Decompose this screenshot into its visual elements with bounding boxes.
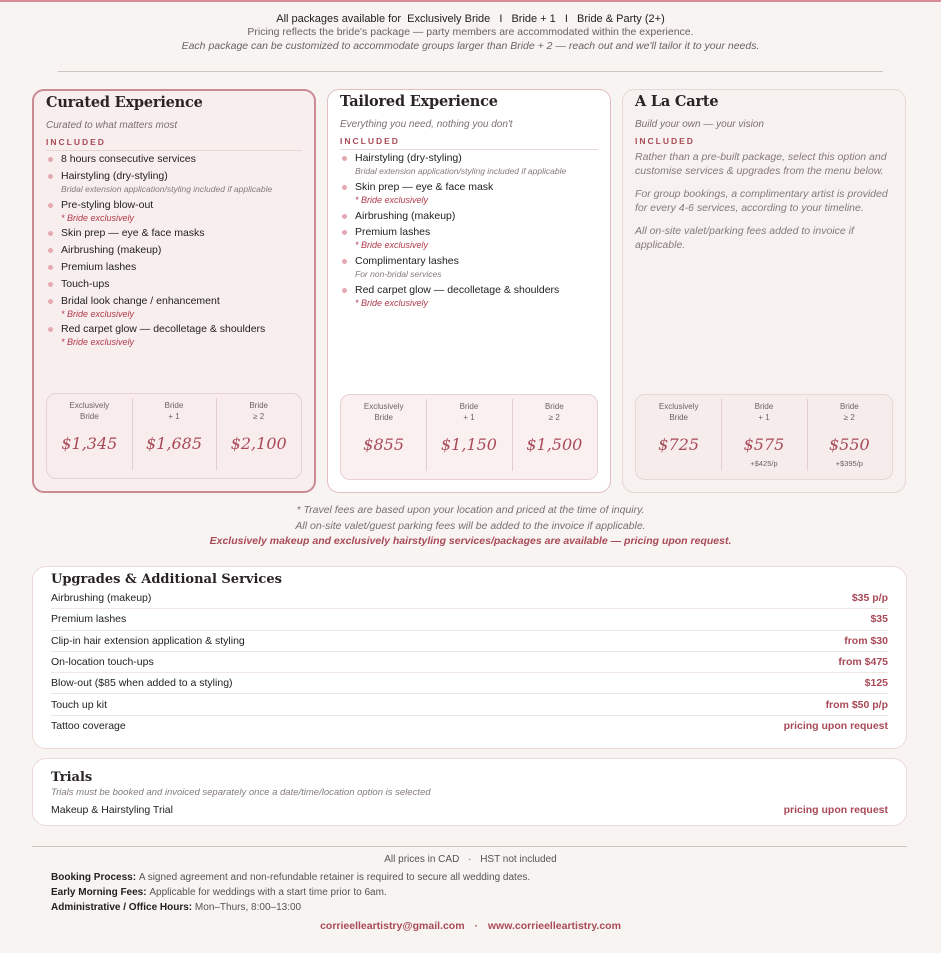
included-label: INCLUDED <box>635 136 695 146</box>
price-bride-plus-1: Bride + 1 $1,150 <box>426 395 511 479</box>
travel-fee-note: * Travel fees are based upon your location and priced at the time of inquiry. <box>296 504 645 516</box>
divider <box>32 846 907 847</box>
bride-exclusive-note: * Bride exclusively <box>355 240 429 251</box>
group-booking-note: For group bookings, a complimentary artist is provided for every 4-6 services, according to your timeline. <box>635 188 888 214</box>
separator: I <box>499 13 503 25</box>
card-subtitle: Everything you need, nothing you don't <box>340 119 513 130</box>
separator: I <box>564 13 568 25</box>
list-item: Airbrushing (makeup) <box>46 244 302 257</box>
section-title: Trials <box>51 770 93 785</box>
card-subtitle: Build your own — your vision <box>635 119 764 130</box>
item-note: Bridal extension application/styling included if applicable <box>355 166 567 176</box>
list-item: 8 hours consecutive services <box>46 153 302 166</box>
table-row: Blow-out ($85 when added to a styling) $125 <box>51 673 888 694</box>
card-subtitle: Curated to what matters most <box>46 120 178 131</box>
price-amount: $1,500 <box>526 435 583 454</box>
table-row: Touch up kit from $50 p/p <box>51 694 888 715</box>
currency-note: All prices in CAD · HST not included <box>384 854 557 865</box>
divider <box>58 71 883 72</box>
packages-header <box>0 12 941 53</box>
bride-exclusive-note: * Bride exclusively <box>61 308 135 319</box>
list-item: Skin prep — eye & face masks <box>46 227 302 240</box>
price-exclusively-bride: Exclusively Bride $1,345 <box>47 394 132 478</box>
office-hours: Administrative / Office Hours: Mon–Thurs, 8:00–13:00 <box>51 902 302 913</box>
policy-info <box>51 870 530 915</box>
email-link[interactable]: corrieelleartistry@gmail.com <box>320 920 465 932</box>
tailored-experience-card[interactable] <box>327 89 611 493</box>
package-option-exclusively-bride: Exclusively Bride <box>407 13 491 25</box>
booking-process: Booking Process: A signed agreement and non-refundable retainer is required to secure all wedding dates. <box>51 872 531 883</box>
list-item: Bridal look change / enhancement * Bride exclusively <box>46 295 302 320</box>
item-note: Bridal extension application/styling included if applicable <box>61 183 273 194</box>
table-row: Makeup & Hairstyling Trial pricing upon request <box>51 804 888 816</box>
valet-fee-note: All on-site valet/guest parking fees will be added to the invoice if applicable. <box>295 519 646 532</box>
trials-section <box>32 758 907 826</box>
price-bride-party: Bride ≥ 2 $1,500 <box>512 395 597 479</box>
list-item: Touch-ups <box>46 278 302 291</box>
packages-availability: All packages available for Exclusively Bride I Bride + 1 I Bride & Party (2+) <box>276 13 665 25</box>
price-table <box>46 393 302 479</box>
bride-exclusive-note: * Bride exclusively <box>61 212 135 223</box>
section-title: Upgrades & Additional Services <box>51 572 282 587</box>
price-amount: $2,100 <box>230 434 287 453</box>
per-person-price: +$425/p <box>750 459 778 468</box>
a-la-carte-card[interactable] <box>622 89 906 493</box>
card-title: Tailored Experience <box>340 93 498 110</box>
price-bride-party: Bride ≥ 2 $2,100 <box>216 394 301 478</box>
list-item: Red carpet glow — decolletage & shoulders * Bride exclusively <box>46 323 302 348</box>
list-item: Hairstyling (dry-styling) Bridal extension application/styling included if applicable <box>340 152 598 177</box>
list-item: Pre-styling blow-out * Bride exclusively <box>46 199 302 224</box>
price-bride-plus-1: Bride + 1 $575 +$425/p <box>721 395 806 479</box>
customization-note: Each package can be customized to accommodate groups larger than Bride + 2 — reach out and we'll tailor it to your needs. <box>181 40 760 52</box>
price-table <box>635 394 893 480</box>
list-item: Premium lashes * Bride exclusively <box>340 226 598 251</box>
carte-description: Rather than a pre-built package, select this option and customise services & upgrades from the menu below. <box>635 151 887 177</box>
price-amount: $1,150 <box>441 435 497 454</box>
list-item: Airbrushing (makeup) <box>340 210 598 223</box>
price-amount: $725 <box>658 435 700 454</box>
price-amount: $575 <box>743 435 785 454</box>
list-item: Complimentary lashes For non-bridal services <box>340 255 598 280</box>
price-amount: $550 <box>828 435 870 454</box>
early-morning-fees: Early Morning Fees: Applicable for weddings with a start time prior to 6am. <box>51 887 387 898</box>
pricing-note: Pricing reflects the bride's package — party members are accommodated within the experience. <box>247 26 694 38</box>
list-item: Skin prep — eye & face mask * Bride exclusively <box>340 181 598 206</box>
table-row: Tattoo coverage pricing upon request <box>51 720 888 733</box>
price-bride-party: Bride ≥ 2 $550 +$395/p <box>807 395 892 479</box>
table-row: Clip-in hair extension application & styling from $30 <box>51 631 888 652</box>
price-amount: $1,345 <box>61 434 118 453</box>
trials-note: Trials must be booked and invoiced separately once a date/time/location option is selected <box>51 787 431 798</box>
price-exclusively-bride: Exclusively Bride $855 <box>341 395 426 479</box>
upgrades-section <box>32 566 907 749</box>
price-bride-plus-1: Bride + 1 $1,685 <box>132 394 217 478</box>
price-amount: $855 <box>363 435 405 454</box>
card-title: A La Carte <box>635 93 719 110</box>
included-list <box>340 152 598 309</box>
package-option-bride-party: Bride & Party (2+) <box>577 13 665 25</box>
bride-exclusive-note: * Bride exclusively <box>355 194 429 205</box>
valet-note: All on-site valet/parking fees added to invoice if applicable. <box>635 225 854 251</box>
list-item: Premium lashes <box>46 261 302 274</box>
bride-exclusive-note: * Bride exclusively <box>355 297 429 308</box>
top-accent-line <box>0 0 941 2</box>
list-item: Red carpet glow — decolletage & shoulders * Bride exclusively <box>340 284 598 309</box>
included-label: INCLUDED <box>340 136 598 150</box>
price-table <box>340 394 598 480</box>
website-link[interactable]: www.corrieelleartistry.com <box>487 920 621 932</box>
included-label: INCLUDED <box>46 137 302 151</box>
card-title: Curated Experience <box>46 94 203 111</box>
package-option-bride-plus-1: Bride + 1 <box>511 13 556 25</box>
price-exclusively-bride: Exclusively Bride $725 <box>636 395 721 479</box>
fee-notes <box>0 503 941 549</box>
table-row: Premium lashes $35 <box>51 609 888 630</box>
curated-experience-card[interactable] <box>32 89 316 493</box>
table-row: Airbrushing (makeup) $35 p/p <box>51 588 888 609</box>
item-note: For non-bridal services <box>355 269 442 280</box>
list-item: Hairstyling (dry-styling) Bridal extension application/styling included if applicable <box>46 170 302 195</box>
bride-exclusive-note: * Bride exclusively <box>61 337 135 348</box>
included-list <box>46 153 302 348</box>
exclusive-services-note: Exclusively makeup and exclusively hairstyling services/packages are available — pricing upon request. <box>209 535 732 547</box>
per-person-price: +$395/p <box>835 459 863 468</box>
price-amount: $1,685 <box>146 434 202 453</box>
contact-info: corrieelleartistry@gmail.com · www.corrieelleartistry.com <box>320 920 621 932</box>
table-row: On-location touch-ups from $475 <box>51 652 888 673</box>
